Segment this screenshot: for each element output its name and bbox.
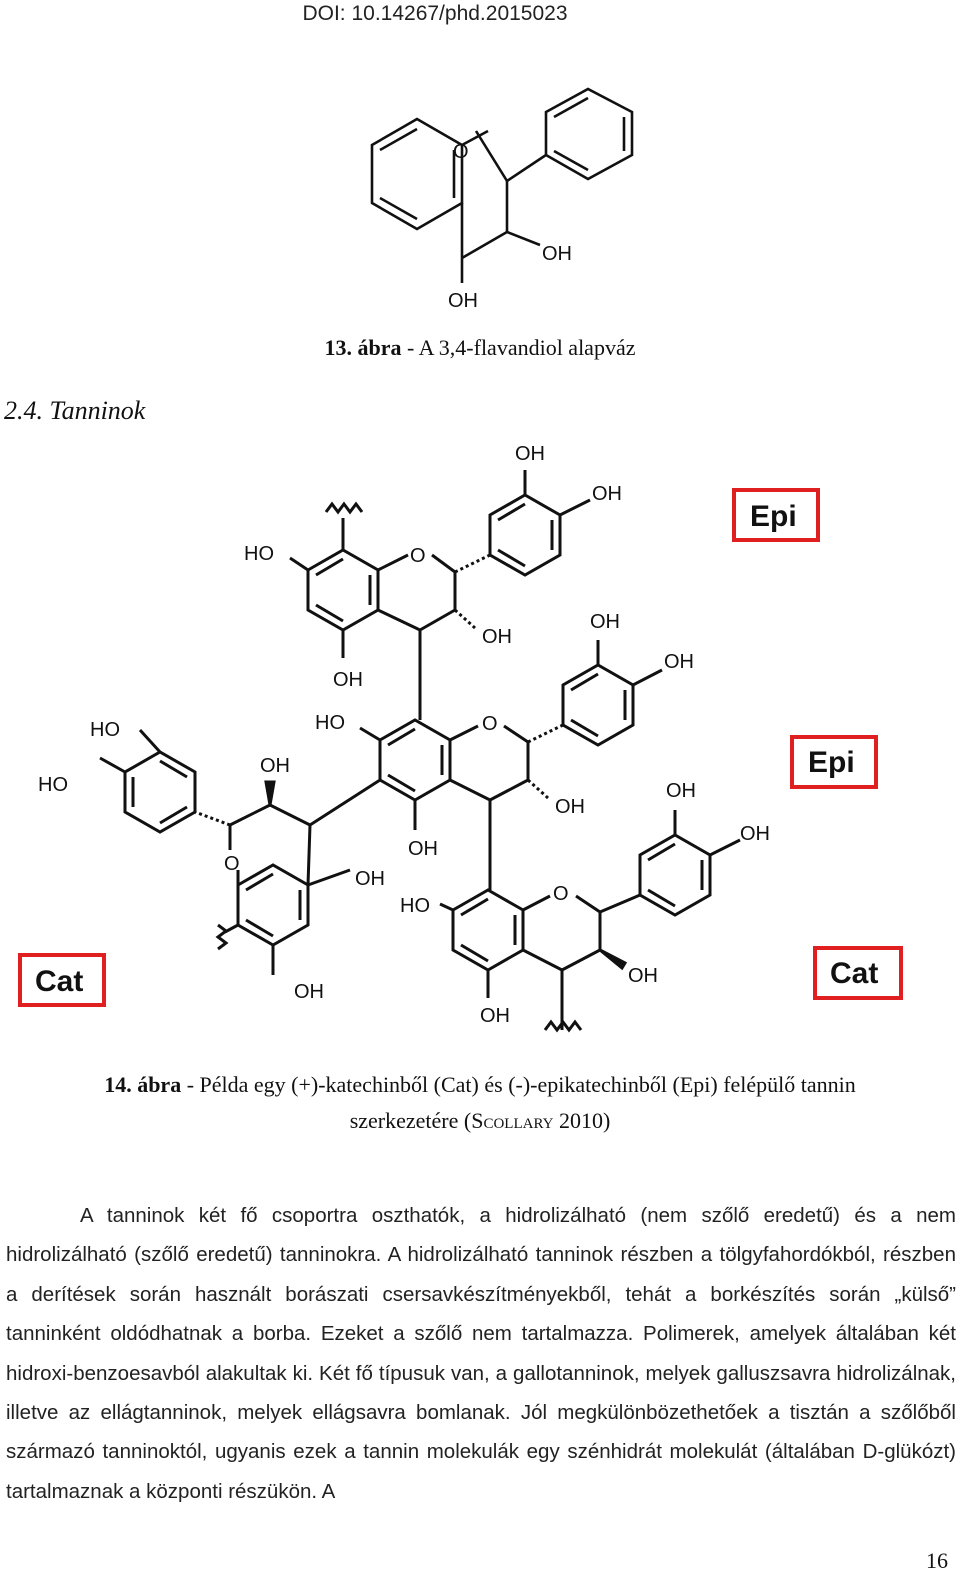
epi-label-1: Epi [750, 500, 797, 533]
ring-oxygen-label: O [453, 141, 469, 163]
figure-14-caption-line2 [0, 1108, 960, 1134]
o-label: O [553, 883, 569, 905]
oh-label: OH [482, 626, 512, 648]
oh-label: OH [408, 838, 438, 860]
figure-13-number: 13. ábra [324, 335, 402, 360]
body-text [6, 1196, 956, 1511]
hydroxyl-3-label: OH [542, 243, 572, 265]
cat-label-2: Cat [830, 957, 879, 990]
figure-14-structure [0, 430, 960, 1050]
oh-label: OH [740, 823, 770, 845]
figure-13-caption-text: - A 3,4-flavandiol alapváz [401, 335, 636, 360]
figure-14-caption-text-a: szerkezetére ( [349, 1108, 472, 1133]
figure-13-caption [0, 335, 960, 361]
section-heading: 2.4. Tanninok [4, 396, 146, 425]
o-label: O [482, 713, 498, 735]
oh-label: OH [480, 1005, 510, 1027]
oh-label: OH [664, 651, 694, 673]
oh-label: OH [294, 981, 324, 1003]
body-paragraph: A tanninok két fő csoportra oszthatók, a hidrolizálható (nem szőlő eredetű) és a nem hidrolizálható (szőlő eredetű) tanninokra. A hidrolizálható tanninok részben a tölgyfahordókból, részben a derítések során használt borászati csersavkészítményekből, tehát a borkészítés során „külső” tanninként oldódhatnak a borba. Ezeket a szőlő nem tartalmazza. Polimerek, amelyek általában két hidroxi-benzoesavból alakultak ki. Két fő típusuk van, a gallotanninok, melyek galluszsavra hidrolizálnak, illetve az ellágtanninok, melyek ellágsavra bomlanak. Jól megkülönbözethetőek a tisztán a szőlőből származó tanninoktól, ugyanis ezek a tannin molekulák egy szénhidrát molekulát (általában D-glükózt) tartalmaznak a központi részükön. A [6, 1204, 956, 1503]
oh-label: OH [592, 483, 622, 505]
oh-label: OH [590, 611, 620, 633]
ho-label: HO [38, 774, 68, 796]
o-label: O [224, 853, 240, 875]
ho-label: HO [315, 712, 345, 734]
oh-label: OH [628, 965, 658, 987]
ho-label: HO [90, 719, 120, 741]
oh-label: OH [515, 443, 545, 465]
ho-label: HO [244, 543, 274, 565]
epi-label-2: Epi [808, 746, 855, 779]
oh-label: OH [666, 780, 696, 802]
oh-label: OH [260, 755, 290, 777]
doi-header: DOI: 10.14267/phd.2015023 [302, 2, 568, 25]
figure-14-caption-text-b: 2010) [553, 1108, 611, 1133]
o-label: O [410, 545, 426, 567]
ho-label: HO [400, 895, 430, 917]
cat-label-1: Cat [35, 965, 84, 998]
oh-label: OH [333, 669, 363, 691]
figure-14-caption [0, 1072, 960, 1134]
hydroxyl-4-label: OH [448, 290, 478, 312]
figure-14-caption-text: - Példa egy (+)-katechinből (Cat) és (-)-epikatechinből (Epi) felépülő tannin [181, 1072, 856, 1097]
figure-14-caption-line1 [0, 1072, 960, 1098]
figure-13-structure [320, 75, 660, 315]
figure-14-number: 14. ábra [104, 1072, 182, 1097]
page-number: 16 [926, 1548, 948, 1573]
citation-author: Scollary [471, 1108, 554, 1133]
oh-label: OH [555, 796, 585, 818]
oh-label: OH [355, 868, 385, 890]
